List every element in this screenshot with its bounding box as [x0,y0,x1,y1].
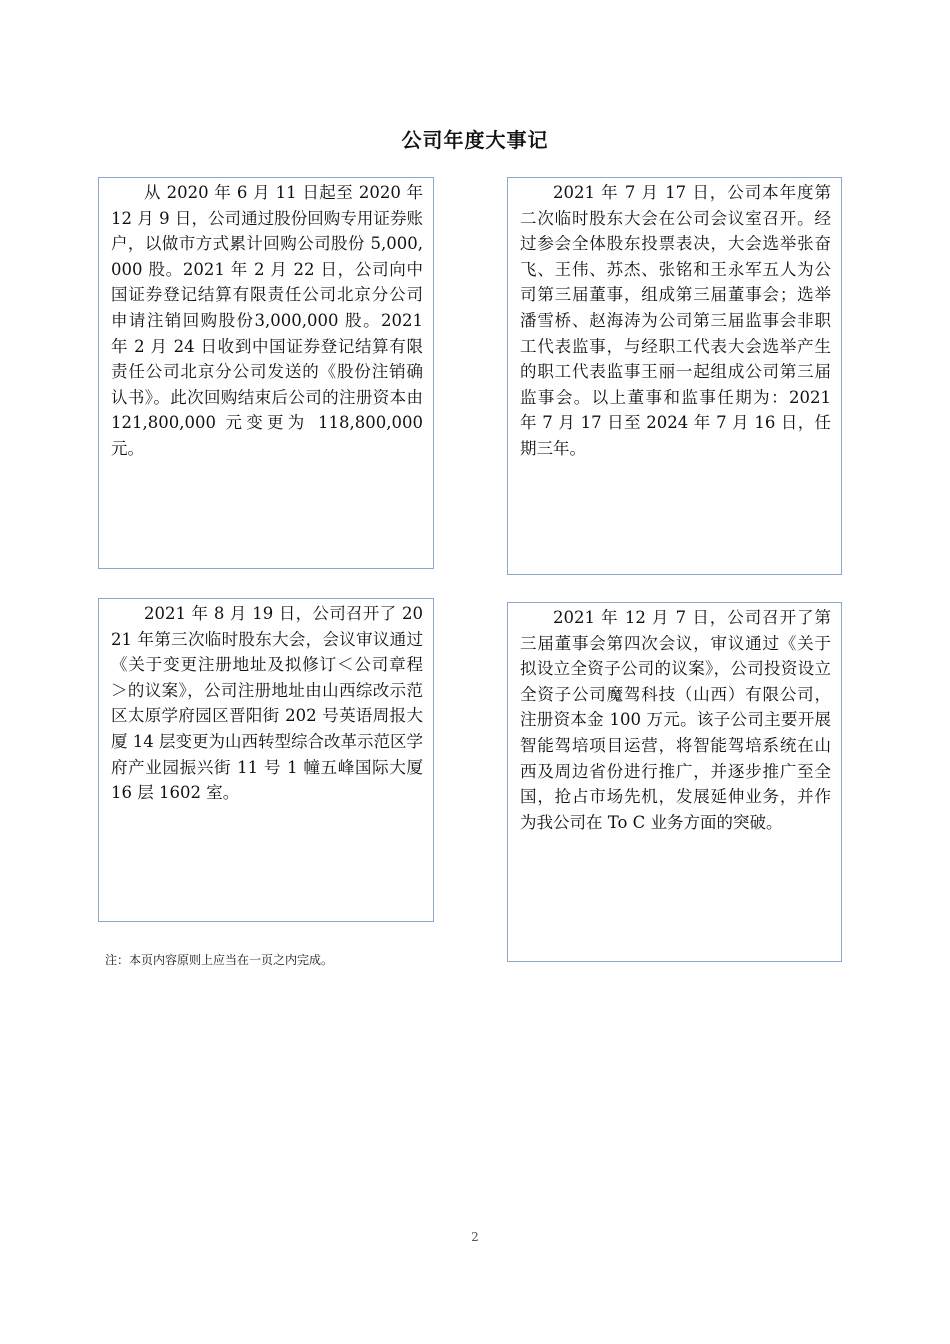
event-text: 2021 年 7 月 17 日，公司本年度第二次临时股东大会在公司会议室召开。经过参会全体股东投票表决，大会选举张奋飞、王伟、苏杰、张铭和王永军五人为公司第三届董事，组成第三届董事会；选举潘雪桥、赵海涛为公司第三届监事会非职工代表监事，与经职工代表大会选举产生的职工代表监事王丽一起组成公司第三届监事会。以上董事和监事任期为：2021 年 7 月 17 日至 2024 年 7 月 16 日，任期三年。 [520,183,831,458]
event-text: 2021 年 8 月 19 日，公司召开了 2021 年第三次临时股东大会，会议审议通过《关于变更注册地址及拟修订＜公司章程＞的议案》，公司注册地址由山西综改示范区太原学府园区晋阳街 202 号英语周报大厦 14 层变更为山西转型综合改革示范区学府产业园振兴街 11 号 1 幢五峰国际大厦 16 层 1602 室。 [111,604,423,803]
page-title: 公司年度大事记 [401,128,549,152]
event-box-2021-07-board-election [507,177,842,575]
page-number: 2 [471,1230,479,1244]
footnote: 注：本页内容原则上应当在一页之内完成。 [105,953,334,967]
event-text: 从 2020 年 6 月 11 日起至 2020 年 12 月 9 日，公司通过股份回购专用证券账户，以做市方式累计回购公司股份 5,000,000 股。2021 年 2 月 22 日，公司向中国证券登记结算有限责任公司北京分公司申请注销回购股份3,000,000 股。2021 年 2 月 24 日收到中国证券登记结算有限责任公司北京分公司发送的《股份注销确认书》。此次回购结束后公司的注册资本由 121,800,000 元变更为 118,800,000 元。 [111,183,423,458]
event-text: 2021 年 12 月 7 日，公司召开了第三届董事会第四次会议，审议通过《关于拟设立全资子公司的议案》，公司投资设立全资子公司魔驾科技（山西）有限公司，注册资本金 100 万元。该子公司主要开展智能驾培项目运营，将智能驾培系统在山西及周边省份进行推广，并逐步推广至全国，抢占市场先机，发展延伸业务，并作为我公司在 To C 业务方面的突破。 [520,608,831,832]
event-box-2021-12-subsidiary [507,602,842,962]
event-box-2020-share-buyback [98,177,434,569]
event-box-2021-08-address-change [98,598,434,922]
